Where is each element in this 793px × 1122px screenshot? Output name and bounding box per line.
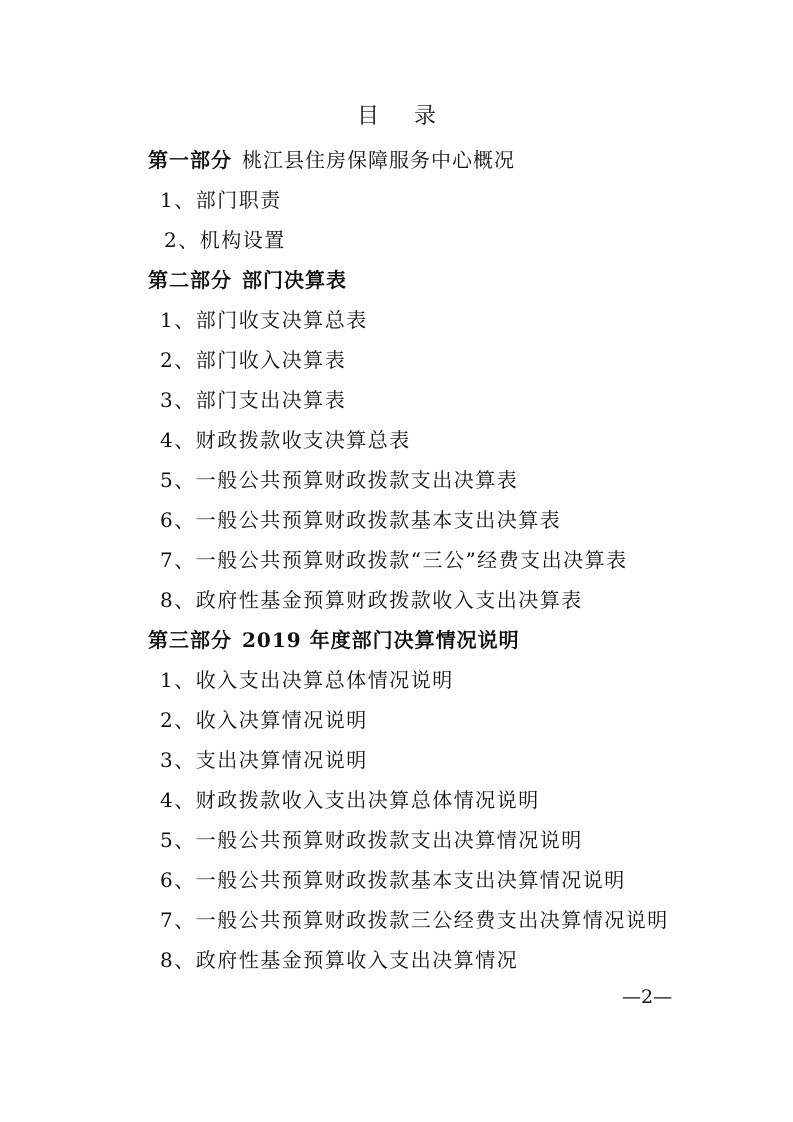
toc-item: 7、一般公共预算财政拨款三公经费支出决算情况说明 [160,908,669,932]
toc-item: 1、收入支出决算总体情况说明 [160,668,454,692]
toc-item: 2、部门收入决算表 [160,348,347,372]
toc-item: 4、财政拨款收入支出决算总体情况说明 [160,788,540,812]
toc-item: 1、部门收支决算总表 [160,308,368,332]
part-name: 桃江县住房保障服务中心概况 [242,148,515,172]
toc-item: 2、机构设置 [164,228,286,252]
part-name: 2019 年度部门决算情况说明 [242,628,520,652]
toc-item: 6、一般公共预算财政拨款基本支出决算情况说明 [160,868,626,892]
part-label: 第三部分 [148,628,232,652]
toc-item: 7、一般公共预算财政拨款“三公”经费支出决算表 [160,548,628,572]
toc-item: 3、支出决算情况说明 [160,748,368,772]
toc-item: 5、一般公共预算财政拨款支出决算表 [160,468,519,492]
page-number: —2— [622,986,673,1008]
toc-part-2-heading [148,265,347,295]
part-name: 部门决算表 [242,268,347,292]
part-label: 第二部分 [148,268,232,292]
toc-item: 3、部门支出决算表 [160,388,347,412]
toc-item: 8、政府性基金预算财政拨款收入支出决算表 [160,588,583,612]
toc-item: 2、收入决算情况说明 [160,708,368,732]
toc-item: 6、一般公共预算财政拨款基本支出决算表 [160,508,562,532]
toc-part-1-heading [148,145,515,175]
toc-item: 4、财政拨款收支决算总表 [160,428,411,452]
toc-item: 5、一般公共预算财政拨款支出决算情况说明 [160,828,583,852]
toc-item: 8、政府性基金预算收入支出决算情况 [160,948,519,972]
toc-item: 1、部门职责 [160,188,282,212]
toc-title: 目 录 [357,104,450,129]
toc-part-3-heading [148,625,520,655]
part-label: 第一部分 [148,148,232,172]
